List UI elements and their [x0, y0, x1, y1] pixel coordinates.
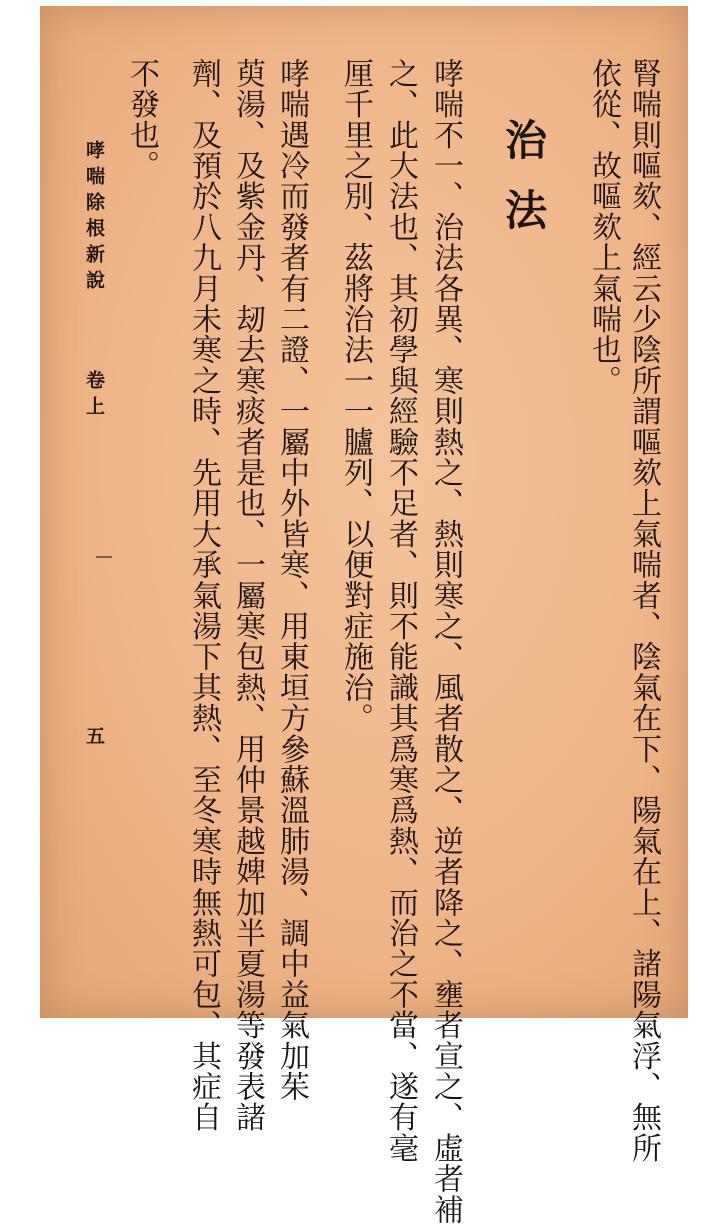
text-column-3: 哮喘不一、治法各異、寒則熱之、熱則寒之、風者散之、逆者降之、壅者宣之、虛者補 [428, 58, 463, 1225]
text-column-8: 劑、及預於八九月未寒之時、先用大承氣湯下其熱、至冬寒時無熱可包、其症自 [186, 58, 221, 1133]
book-page [40, 6, 688, 1225]
text-column-7: 萸湯、及紫金丹、刼去寒痰者是也、一屬寒包熱、用仲景越婢加半夏湯等發表諸 [230, 58, 265, 1133]
text-column-5: 厘千里之別、茲將治法一一臚列、以便對症施治。 [338, 58, 373, 734]
divider-mark [96, 556, 112, 558]
text-column-1: 腎喘則嘔欬、經云少陰所謂嘔欬上氣喘者、陰氣在下、陽氣在上、諸陽氣浮、無所 [626, 58, 661, 1164]
volume-label: 卷上 [83, 370, 105, 422]
text-column-4: 之、此大法也、其初學與經驗不足者、則不能識其爲寒爲熱、而治之不當、遂有毫 [383, 58, 418, 1164]
text-column-9: 不發也。 [124, 58, 159, 181]
text-column-6: 哮喘遇冷而發者有二證、一屬中外皆寒、用東垣方參蘇溫肺湯、調中益氣加茱 [274, 58, 309, 1102]
text-column-2: 依從、故嘔欬上氣喘也。 [586, 58, 621, 396]
page-number: 五 [83, 726, 105, 745]
section-heading: 治法 [499, 118, 548, 258]
book-title-footer: 哮喘除根新說 [83, 140, 105, 296]
